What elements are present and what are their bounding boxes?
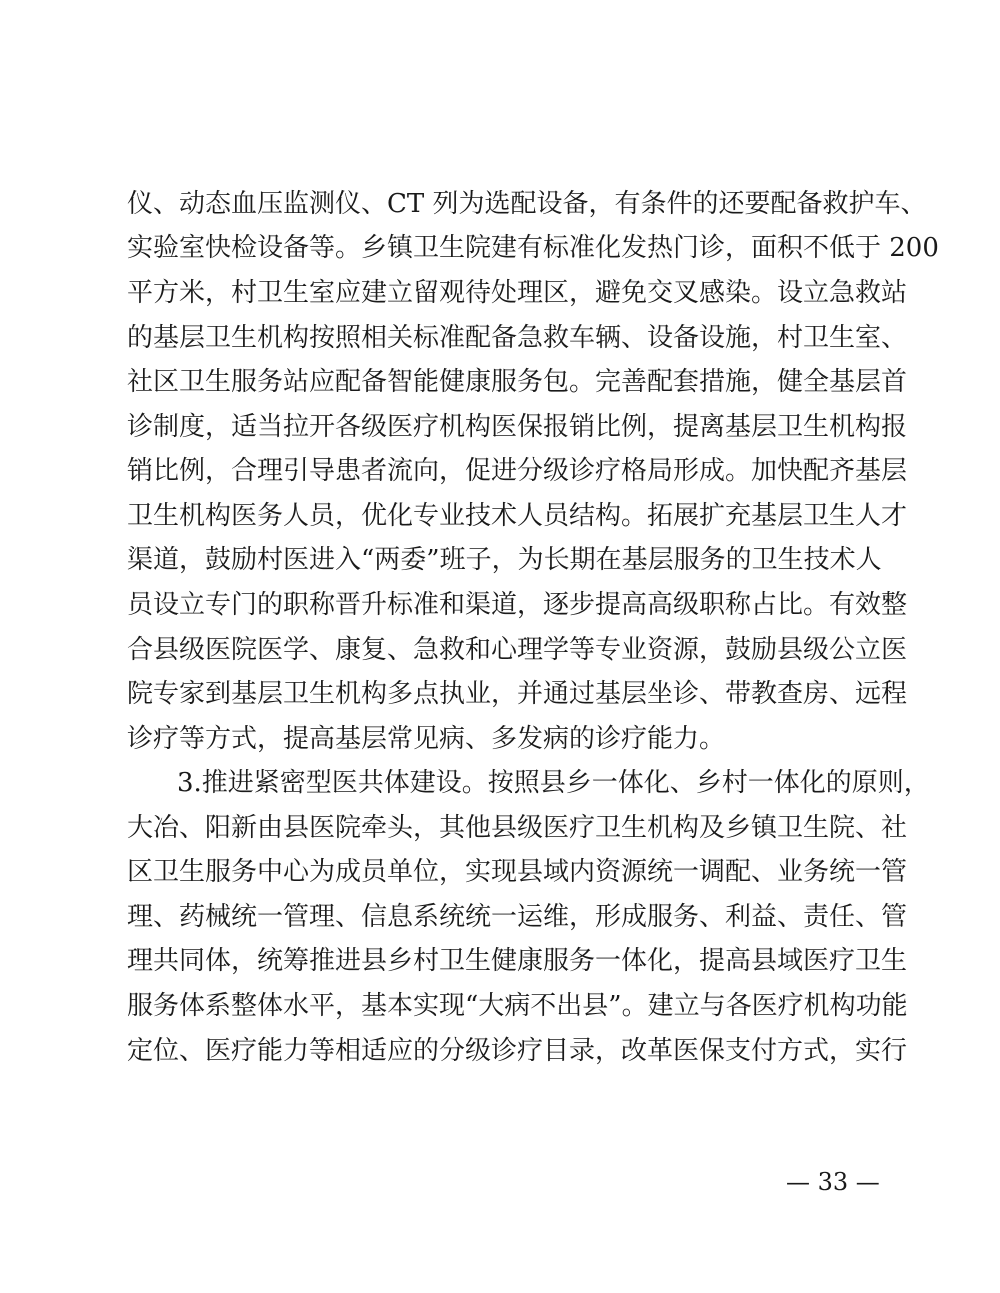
body-text-line: 卫生机构医务人员，优化专业技术人员结构。拓展扩充基层卫生人才 [127,501,908,531]
body-text-line: 平方米，村卫生室应建立留观待处理区，避免交叉感染。设立急救站 [127,278,908,308]
paragraph-end-line: 诊疗等方式，提高基层常见病、多发病的诊疗能力。 [127,724,726,754]
body-text-line: 实验室快检设备等。乡镇卫生院建有标准化发热门诊，面积不低于 200 [127,233,939,263]
body-text-line: 仪、动态血压监测仪、CT 列为选配设备，有条件的还要配备救护车、 [127,189,927,219]
body-text-line: 大冶、阳新由县医院牵头，其他县级医疗卫生机构及乡镇卫生院、社 [127,813,908,843]
body-text-line: 合县级医院医学、康复、急救和心理学等专业资源，鼓励县级公立医 [127,635,908,665]
page-number: — 33 — [786,1168,880,1196]
paragraph-first-line: 3.推进紧密型医共体建设。按照县乡一体化、乡村一体化的原则， [177,768,930,798]
body-text-line: 员设立专门的职称晋升标准和渠道，逐步提高高级职称占比。有效整 [127,590,908,620]
body-text-line: 服务体系整体水平，基本实现“大病不出县”。建立与各医疗机构功能 [127,991,908,1021]
body-text-line: 院专家到基层卫生机构多点执业，并通过基层坐诊、带教查房、远程 [127,679,908,709]
body-text-line: 理、药械统一管理、信息系统统一运维，形成服务、利益、责任、管 [127,902,908,932]
body-text-line: 区卫生服务中心为成员单位，实现县域内资源统一调配、业务统一管 [127,857,908,887]
body-text-line: 社区卫生服务站应配备智能健康服务包。完善配套措施，健全基层首 [127,367,908,397]
body-text-line: 定位、医疗能力等相适应的分级诊疗目录，改革医保支付方式，实行 [127,1036,908,1066]
body-text-line: 销比例，合理引导患者流向，促进分级诊疗格局形成。加快配齐基层 [127,456,908,486]
body-text-line: 理共同体，统筹推进县乡村卫生健康服务一体化，提高县域医疗卫生 [127,946,908,976]
body-text-line: 的基层卫生机构按照相关标准配备急救车辆、设备设施，村卫生室、 [127,323,908,353]
body-text-line: 渠道，鼓励村医进入“两委”班子，为长期在基层服务的卫生技术人 [127,545,882,575]
body-text-line: 诊制度，适当拉开各级医疗机构医保报销比例，提离基层卫生机构报 [127,412,908,442]
